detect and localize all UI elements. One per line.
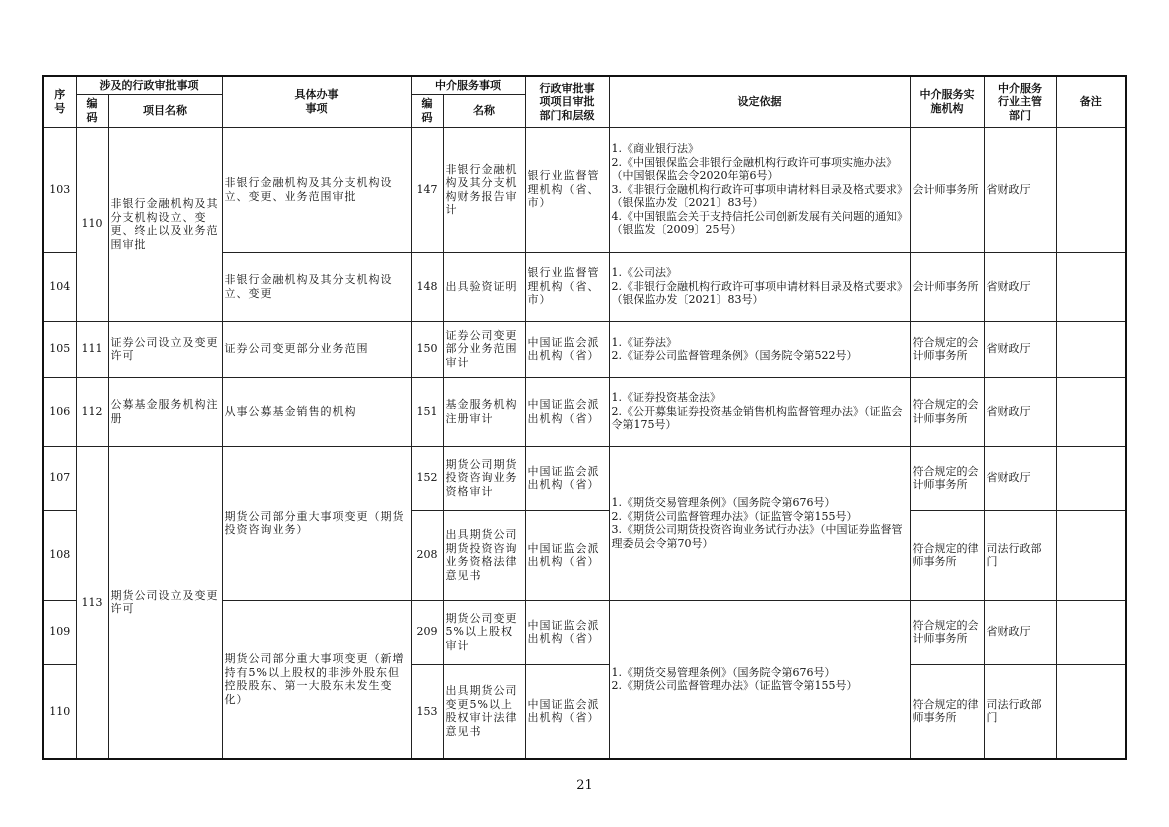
cell-inter-name: 期货公司期货投资咨询业务资格审计 [443,446,525,510]
cell-seq: 106 [43,377,76,446]
cell-supervisor: 省财政厅 [984,321,1056,377]
cell-inter-code: 150 [411,321,443,377]
cell-remark [1056,252,1126,321]
cell-seq: 108 [43,510,76,600]
cell-basis: 1.《期货交易管理条例》（国务院令第676号） 2.《期货公司监督管理办法》（证监管令第155号） [609,600,910,759]
cell-admin-name: 证券公司设立及变更许可 [108,321,222,377]
cell-admin-name: 非银行金融机构及其分支机构设立、变更、终止以及业务范围审批 [108,127,222,321]
cell-inter-name: 非银行金融机构及其分支机构财务报告审计 [443,127,525,252]
cell-approval-dept: 银行业监督管理机构（省、市） [525,127,609,252]
table-row [43,377,1126,446]
cell-remark [1056,510,1126,600]
cell-seq: 103 [43,127,76,252]
page-number: 21 [576,778,593,793]
cell-specific: 非银行金融机构及其分支机构设立、变更 [222,252,411,321]
cell-supervisor: 省财政厅 [984,600,1056,664]
cell-supervisor: 省财政厅 [984,377,1056,446]
cell-approval-dept: 中国证监会派出机构（省） [525,510,609,600]
header-specific: 具体办事 事项 [222,76,411,127]
cell-specific: 期货公司部分重大事项变更（期货投资咨询业务） [222,446,411,600]
cell-basis: 1.《公司法》 2.《非银行金融机构行政许可事项申请材料目录及格式要求》（银保监办发〔2021〕83号） [609,252,910,321]
cell-impl-org: 符合规定的会计师事务所 [910,446,984,510]
cell-approval-dept: 中国证监会派出机构（省） [525,377,609,446]
table-row [43,127,1126,252]
cell-approval-dept: 中国证监会派出机构（省） [525,600,609,664]
cell-inter-code: 151 [411,377,443,446]
cell-remark [1056,377,1126,446]
cell-seq: 109 [43,600,76,664]
cell-specific: 证券公司变更部分业务范围 [222,321,411,377]
cell-remark [1056,600,1126,664]
cell-approval-dept: 中国证监会派出机构（省） [525,446,609,510]
header-admin-name: 项目名称 [108,94,222,127]
cell-impl-org: 符合规定的会计师事务所 [910,321,984,377]
cell-impl-org: 会计师事务所 [910,127,984,252]
cell-remark [1056,664,1126,759]
cell-inter-name: 出具期货公司期货投资咨询业务资格法律意见书 [443,510,525,600]
cell-basis: 1.《商业银行法》 2.《中国银保监会非银行金融机构行政许可事项实施办法》（中国银保监会令2020年第6号） 3.《非银行金融机构行政许可事项申请材料目录及格式要求》（银保监办发〔2021〕83号） 4.《中国银监会关于支持信托公司创新发展有关问题的通知》（银监发〔2009〕25号） [609,127,910,252]
header-approval-dept: 行政审批事 项项目审批 部门和层级 [525,76,609,127]
cell-specific: 非银行金融机构及其分支机构设立、变更、业务范围审批 [222,127,411,252]
cell-impl-org: 符合规定的会计师事务所 [910,600,984,664]
cell-seq: 107 [43,446,76,510]
cell-supervisor: 省财政厅 [984,446,1056,510]
cell-inter-name: 证券公司变更部分业务范围审计 [443,321,525,377]
cell-seq: 110 [43,664,76,759]
table-row [43,446,1126,510]
header-inter-code: 编 码 [411,94,443,127]
header-supervisor: 中介服务 行业主管 部门 [984,76,1056,127]
cell-inter-name: 期货公司变更5%以上股权审计 [443,600,525,664]
cell-specific: 期货公司部分重大事项变更（新增持有5%以上股权的非涉外股东但控股股东、第一大股东未发生变化） [222,600,411,759]
cell-inter-name: 基金服务机构注册审计 [443,377,525,446]
cell-specific: 从事公募基金销售的机构 [222,377,411,446]
header-admin-group: 涉及的行政审批事项 [76,76,222,94]
cell-supervisor: 省财政厅 [984,252,1056,321]
cell-impl-org: 符合规定的会计师事务所 [910,377,984,446]
cell-admin-code: 110 [76,127,108,321]
header-remark: 备注 [1056,76,1126,127]
cell-inter-code: 153 [411,664,443,759]
cell-supervisor: 司法行政部 门 [984,664,1056,759]
cell-basis: 1.《期货交易管理条例》（国务院令第676号） 2.《期货公司监督管理办法》（证监管令第155号） 3.《期货公司期货投资咨询业务试行办法》（中国证券监督管理委员会令第70号） [609,446,910,600]
cell-remark [1056,127,1126,252]
cell-seq: 104 [43,252,76,321]
cell-basis: 1.《证券法》 2.《证券公司监督管理条例》（国务院令第522号） [609,321,910,377]
cell-admin-code: 111 [76,321,108,377]
approval-items-table [42,75,1127,760]
cell-supervisor: 省财政厅 [984,127,1056,252]
header-impl-org: 中介服务实 施机构 [910,76,984,127]
header-admin-code: 编 码 [76,94,108,127]
cell-inter-code: 208 [411,510,443,600]
cell-basis: 1.《证券投资基金法》 2.《公开募集证券投资基金销售机构监督管理办法》（证监会令第175号） [609,377,910,446]
header-seq: 序 号 [43,76,76,127]
cell-admin-code: 113 [76,446,108,759]
cell-inter-code: 209 [411,600,443,664]
cell-approval-dept: 中国证监会派出机构（省） [525,664,609,759]
cell-seq: 105 [43,321,76,377]
cell-inter-name: 出具验资证明 [443,252,525,321]
cell-remark [1056,321,1126,377]
cell-inter-name: 出具期货公司变更5%以上股权审计法律意见书 [443,664,525,759]
cell-approval-dept: 中国证监会派出机构（省） [525,321,609,377]
cell-admin-name: 期货公司设立及变更许可 [108,446,222,759]
cell-supervisor: 司法行政部 门 [984,510,1056,600]
header-inter-group: 中介服务事项 [411,76,525,94]
header-basis: 设定依据 [609,76,910,127]
cell-inter-code: 148 [411,252,443,321]
cell-admin-code: 112 [76,377,108,446]
cell-admin-name: 公募基金服务机构注册 [108,377,222,446]
cell-impl-org: 符合规定的律师事务所 [910,664,984,759]
cell-inter-code: 147 [411,127,443,252]
table-row [43,321,1126,377]
cell-remark [1056,446,1126,510]
cell-impl-org: 符合规定的律师事务所 [910,510,984,600]
cell-impl-org: 会计师事务所 [910,252,984,321]
cell-inter-code: 152 [411,446,443,510]
cell-approval-dept: 银行业监督管理机构（省、市） [525,252,609,321]
header-inter-name: 名称 [443,94,525,127]
